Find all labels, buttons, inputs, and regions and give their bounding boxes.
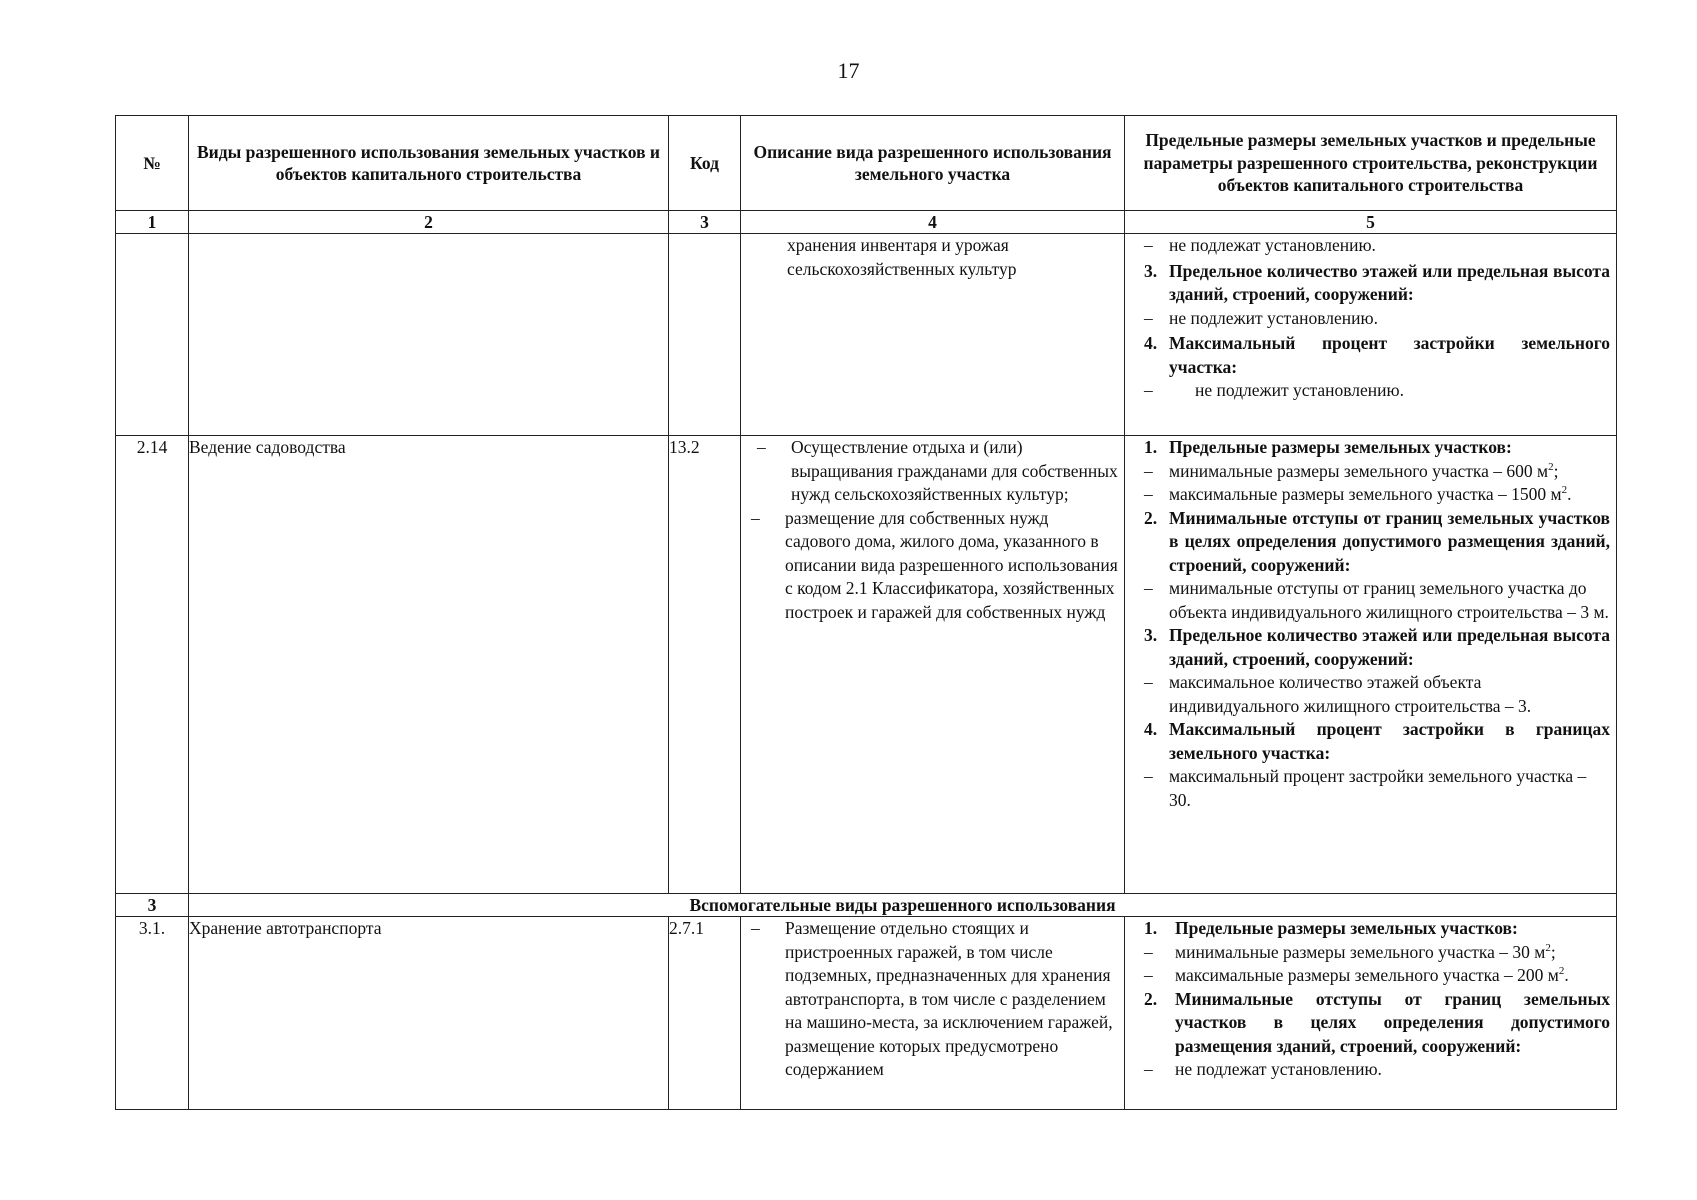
column-number: 3 <box>669 211 741 234</box>
item-number: 3. <box>1144 260 1158 281</box>
param-value: максимальные размеры земельного участка – 200 м <box>1175 965 1559 985</box>
dash-marker: – <box>751 507 760 528</box>
param-value: не подлежит установлению. <box>1195 380 1404 400</box>
param-heading: Предельное количество этажей или предельная высота зданий, строений, сооружений: <box>1169 260 1610 304</box>
header-code: Код <box>669 116 741 211</box>
superscript: 2 <box>1561 484 1568 497</box>
dash-marker: – <box>1144 460 1153 481</box>
header-parameters: Предельные размеры земельных участков и предельные параметры разрешенного строительства, реконструкции объектов капитального строительства <box>1125 116 1617 211</box>
header-use-type: Виды разрешенного использования земельных участков и объектов капитального строительства <box>189 116 669 211</box>
row-number: 2.14 <box>116 436 189 894</box>
column-number: 5 <box>1125 211 1617 234</box>
dash-marker: – <box>751 918 760 938</box>
superscript: 2 <box>1548 460 1554 473</box>
use-type-name: Хранение автотранспорта <box>189 917 669 1110</box>
dash-marker: – <box>1144 235 1153 255</box>
param-heading: Минимальные отступы от границ земельных участков в целях определения допустимого размещения зданий, строений, сооружений: <box>1169 507 1610 575</box>
param-value: минимальные размеры земельного участка – 600 м <box>1169 460 1549 481</box>
param-value: минимальные размеры земельного участка – 30 м <box>1175 941 1546 962</box>
page-number: 17 <box>837 58 860 83</box>
punctuation: . <box>1567 484 1572 504</box>
dash-marker: – <box>1144 766 1153 786</box>
section-title: Вспомогательные виды разрешенного использования <box>189 894 1617 917</box>
section-number: 3 <box>116 894 189 917</box>
section-row <box>116 894 1617 917</box>
row-number: 3.1. <box>116 917 189 1110</box>
item-number: 4. <box>1144 719 1158 739</box>
column-number: 2 <box>189 211 669 234</box>
use-type-name: Ведение садоводства <box>189 436 669 894</box>
dash-marker: – <box>1144 380 1153 400</box>
param-heading: Предельное количество этажей или предельная высота зданий, строений, сооружений: <box>1169 625 1610 669</box>
dash-marker: – <box>1144 941 1153 962</box>
dash-marker: – <box>1144 965 1153 985</box>
item-number: 2. <box>1144 507 1158 528</box>
param-heading: Предельные размеры земельных участков: <box>1169 437 1512 457</box>
param-value: максимальные размеры земельного участка – 1500 м <box>1169 484 1562 504</box>
param-value: максимальный процент застройки земельного участка – 30. <box>1169 766 1587 810</box>
param-heading: Предельные размеры земельных участков: <box>1175 918 1518 938</box>
table-row <box>116 234 1617 436</box>
column-number: 4 <box>741 211 1125 234</box>
param-heading: Минимальные отступы от границ земельных участков в целях определения допустимого размещения зданий, строений, сооружений: <box>1175 988 1610 1056</box>
item-number: 1. <box>1144 437 1158 457</box>
param-heading: Максимальный процент застройки в границах земельного участка: <box>1169 719 1610 763</box>
punctuation: ; <box>1550 941 1556 962</box>
dash-marker: – <box>1144 307 1153 328</box>
description-text: хранения инвентаря и урожая сельскохозяйственных культур <box>787 235 1017 279</box>
item-number: 4. <box>1144 333 1158 353</box>
dash-marker: – <box>1144 578 1153 598</box>
header-description: Описание вида разрешенного использования земельного участка <box>741 116 1125 211</box>
table-row <box>116 917 1617 1110</box>
description-text: размещение для собственных нужд садового дома, жилого дома, указанного в описании вида разрешенного использования с кодом 2.1 Классификатора, хозяйственных построек и гаражей для собственных нужд <box>785 507 1118 622</box>
param-value: не подлежит установлению. <box>1169 307 1378 328</box>
param-value: максимальное количество этажей объекта индивидуального жилищного строительства – 3. <box>1169 672 1532 716</box>
punctuation: ; <box>1553 460 1559 481</box>
item-number: 1. <box>1144 918 1158 938</box>
param-value: не подлежат установлению. <box>1169 235 1376 255</box>
param-heading: Максимальный процент застройки земельного участка: <box>1169 333 1610 377</box>
zoning-table <box>115 115 1617 1110</box>
item-number: 2. <box>1144 988 1158 1009</box>
superscript: 2 <box>1545 941 1551 954</box>
param-value: не подлежат установлению. <box>1175 1059 1382 1079</box>
table-header-row <box>116 116 1617 211</box>
header-number: № <box>116 116 189 211</box>
description-text: Осуществление отдыха и (или) выращивания гражданами для собственных нужд сельскохозяйственных культур; <box>791 437 1118 504</box>
dash-marker: – <box>1144 672 1153 692</box>
dash-marker: – <box>1144 484 1153 504</box>
punctuation: . <box>1564 965 1569 985</box>
superscript: 2 <box>1558 965 1565 978</box>
dash-marker: – <box>1144 1059 1153 1079</box>
column-number: 1 <box>116 211 189 234</box>
dash-marker: – <box>757 437 766 457</box>
description-text: Размещение отдельно стоящих и пристроенных гаражей, в том числе подземных, предназначенных для хранения автотранспорта, в том числе с разделением на машино-места, за исключением гаражей, размещение которых предусмотрено содержанием <box>785 918 1113 1079</box>
use-code: 2.7.1 <box>669 917 741 1110</box>
param-value: минимальные отступы от границ земельного участка до объекта индивидуального жилищного строительства – 3 м. <box>1169 578 1609 622</box>
item-number: 3. <box>1144 625 1158 645</box>
column-number-row <box>116 211 1617 234</box>
table-row <box>116 436 1617 894</box>
use-code: 13.2 <box>669 436 741 894</box>
